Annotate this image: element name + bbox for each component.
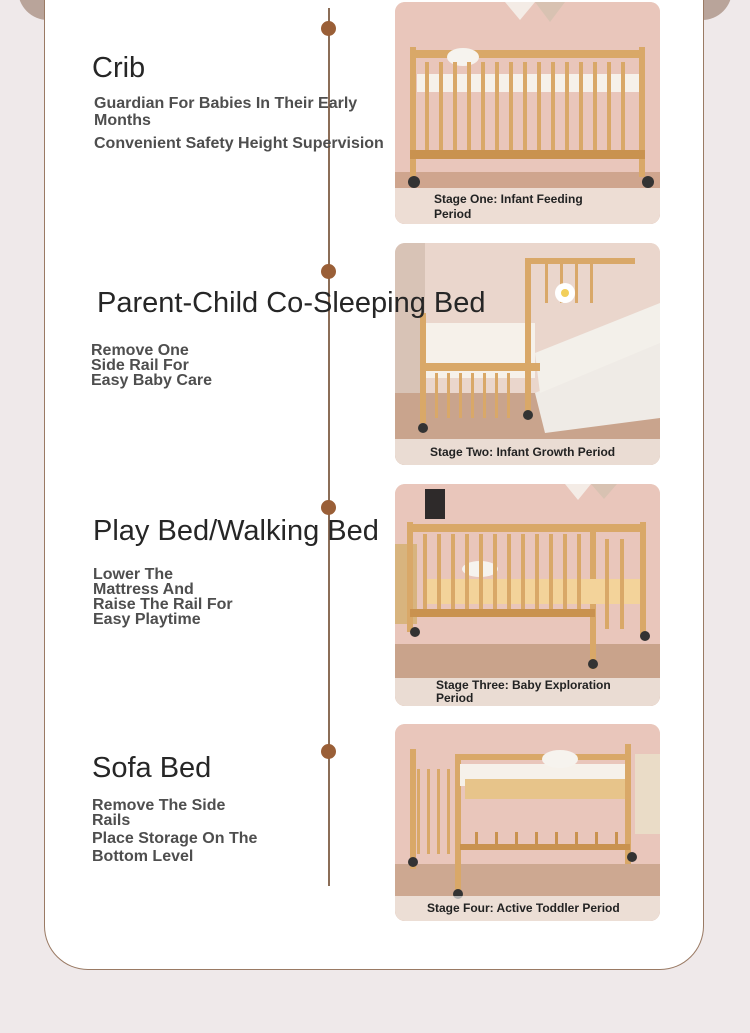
- timeline-dot-2: [321, 264, 336, 279]
- co-sleeping-bed-photo: [395, 243, 660, 465]
- description-line: Side Rail For: [91, 357, 189, 374]
- description-line: Guardian For Babies In Their Early Months: [94, 95, 358, 129]
- description-line: Remove One: [91, 342, 189, 359]
- stage-caption: Stage One: Infant Feeding Period: [395, 188, 660, 224]
- sofa-bed-photo: [395, 724, 660, 921]
- description-line: Remove The Side: [92, 797, 226, 814]
- description-line: Lower The: [93, 566, 174, 583]
- sofa-bed-illustration: [395, 724, 660, 921]
- description-line: Rails: [92, 812, 131, 829]
- play-bed-photo: [395, 484, 660, 706]
- stage-title-crib: Crib: [92, 52, 146, 84]
- co-sleeping-bed-illustration: [395, 243, 660, 465]
- stage-title-play-bed: Play Bed/Walking Bed: [93, 515, 379, 547]
- description-line: Raise The Rail For: [93, 596, 233, 613]
- stage-title-co-sleeping-bed: Parent-Child Co-Sleeping Bed: [97, 287, 486, 319]
- stage-description-crib: [94, 95, 384, 152]
- timeline-dot-4: [321, 744, 336, 759]
- description-line: Bottom Level: [92, 848, 194, 865]
- stage-caption: Stage Three: Baby Exploration Period: [395, 678, 660, 706]
- timeline-dot-1: [321, 21, 336, 36]
- description-line: Mattress And: [93, 581, 194, 598]
- description-line: Place Storage On The: [92, 830, 258, 847]
- timeline-dot-3: [321, 500, 336, 515]
- description-line: Easy Baby Care: [91, 372, 212, 389]
- play-bed-illustration: [395, 484, 660, 706]
- stage-description-sofa-bed: [92, 798, 312, 864]
- description-line: Easy Playtime: [93, 611, 201, 628]
- stage-caption: Stage Four: Active Toddler Period: [395, 896, 660, 921]
- stage-caption: Stage Two: Infant Growth Period: [395, 439, 660, 465]
- stage-description-play-bed: [93, 567, 293, 627]
- stage-title-sofa-bed: Sofa Bed: [92, 752, 212, 784]
- crib-photo: [395, 2, 660, 224]
- description-line: Convenient Safety Height Supervision: [94, 135, 384, 152]
- stage-description-co-sleeping-bed: [91, 343, 271, 388]
